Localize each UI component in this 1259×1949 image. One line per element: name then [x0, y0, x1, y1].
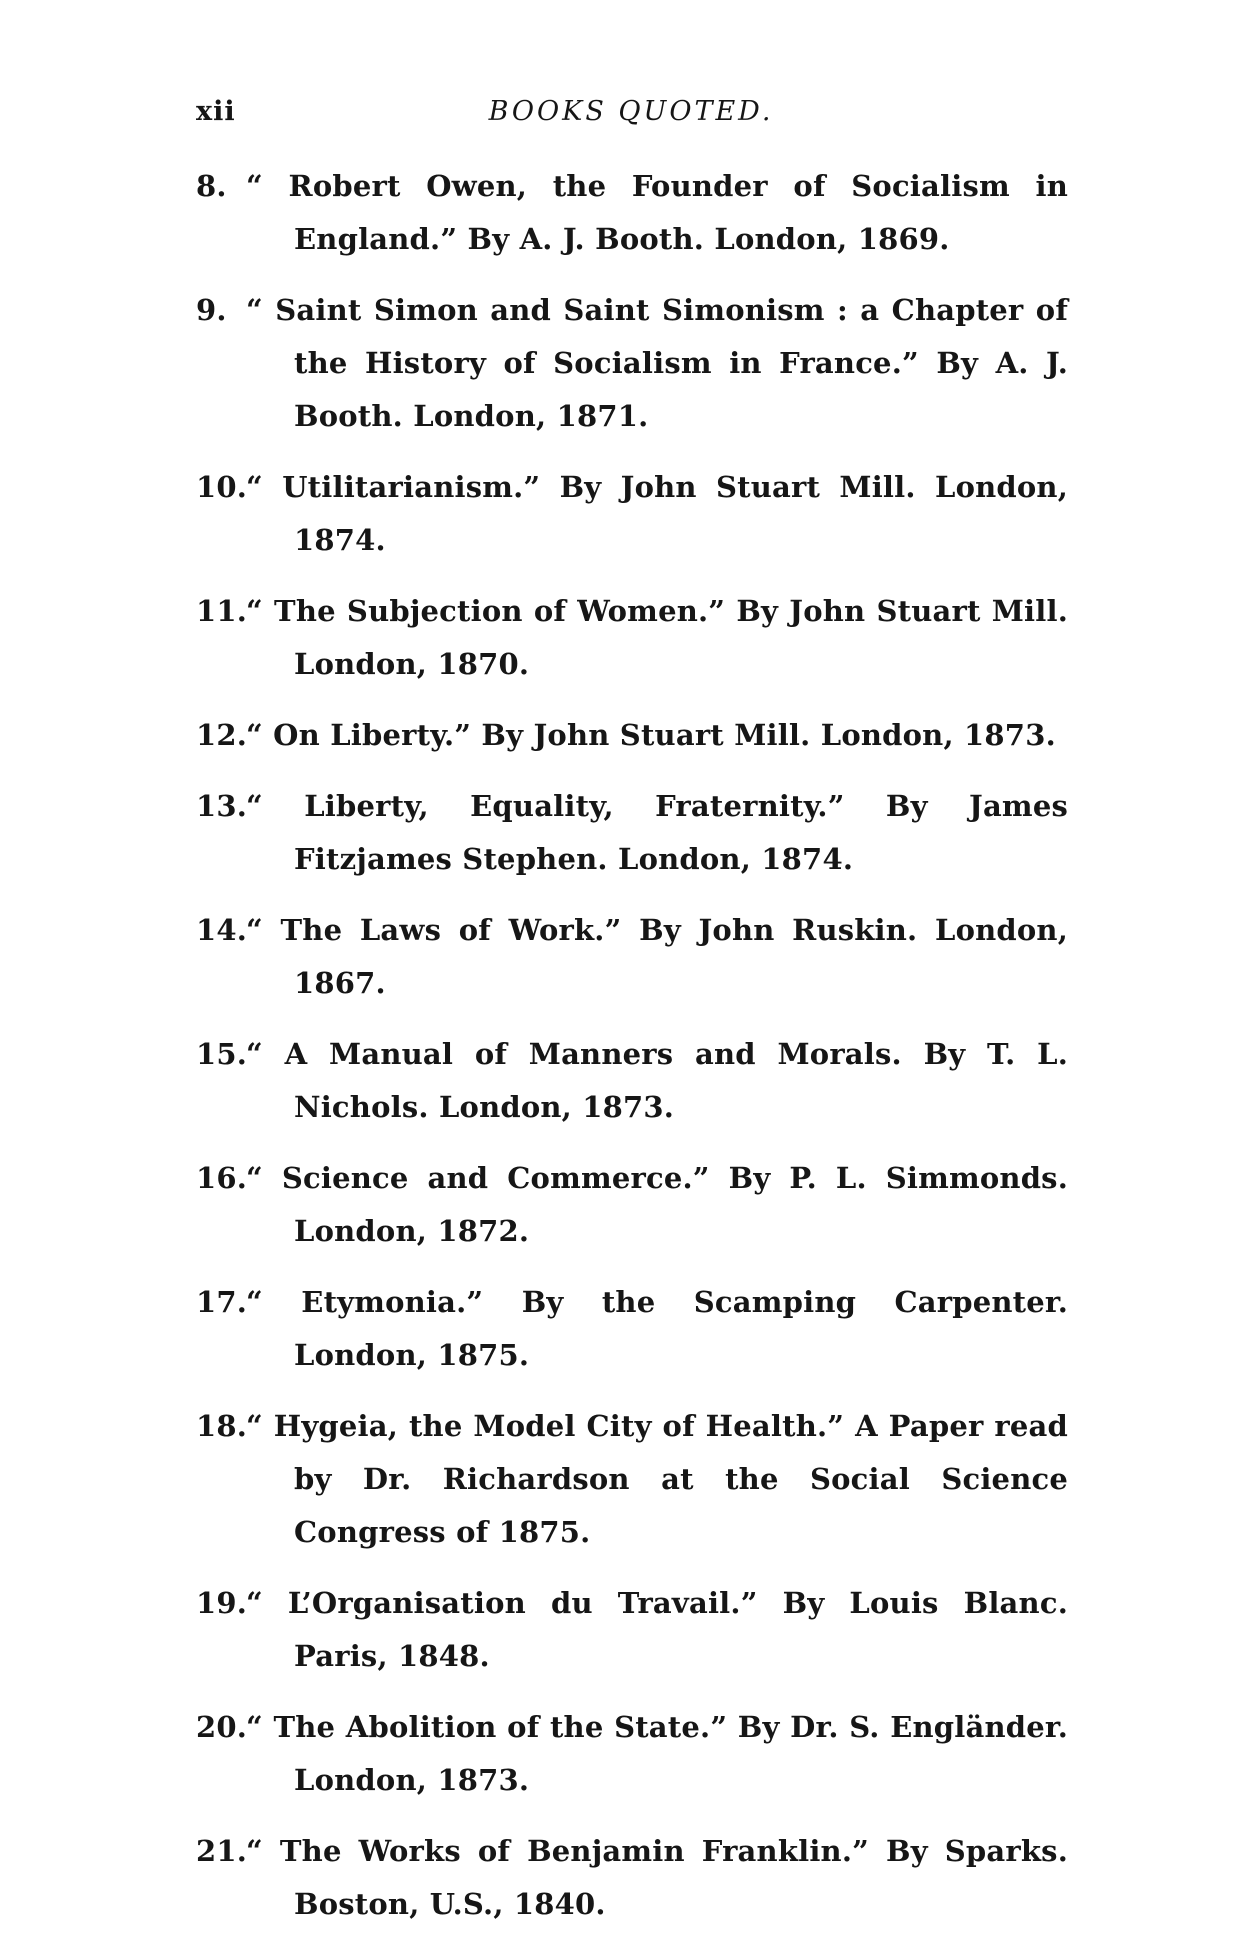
entry-number: 11.: [196, 594, 248, 628]
entry-text: “ The Laws of Work.” By John Ruskin. London, 1867.: [246, 913, 1068, 1000]
bibliography-entry: [196, 1152, 1068, 1258]
entry-text: “ Hygeia, the Model City of Health.” A Paper read by Dr. Richardson at the Social Science Congress of 1875.: [246, 1409, 1068, 1549]
entry-text: “ L’Organisation du Travail.” By Louis Blanc. Paris, 1848.: [246, 1586, 1068, 1673]
bibliography-entry: [196, 1825, 1068, 1931]
entry-number: 13.: [196, 789, 248, 823]
entry-number: 10.: [196, 470, 248, 504]
bibliography-entry: [196, 1276, 1068, 1382]
bibliography-entry: [196, 585, 1068, 691]
entry-text: “ Utilitarianism.” By John Stuart Mill. London, 1874.: [246, 470, 1068, 557]
entry-text: “ The Abolition of the State.” By Dr. S. Engländer. London, 1873.: [246, 1710, 1068, 1797]
entry-text: “ Etymonia.” By the Scamping Carpenter. London, 1875.: [246, 1285, 1068, 1372]
bibliography-entry: [196, 284, 1068, 443]
bibliography-entry: [196, 461, 1068, 567]
entry-number: 14.: [196, 913, 248, 947]
bibliography-entry: [196, 904, 1068, 1010]
bibliography-entry: [196, 1028, 1068, 1134]
entry-number: 17.: [196, 1285, 248, 1319]
page-header: [196, 96, 1066, 136]
bibliography-list: [196, 160, 1068, 1949]
entry-number: 9.: [196, 293, 227, 327]
entry-text: “ The Subjection of Women.” By John Stuart Mill. London, 1870.: [246, 594, 1068, 681]
bibliography-entry: [196, 780, 1068, 886]
running-head: BOOKS QUOTED.: [488, 96, 774, 127]
entry-number: 12.: [196, 718, 248, 752]
entry-number: 19.: [196, 1586, 248, 1620]
entry-number: 21.: [196, 1834, 248, 1868]
entry-text: “ Science and Commerce.” By P. L. Simmonds. London, 1872.: [246, 1161, 1068, 1248]
bibliography-entry: [196, 160, 1068, 266]
entry-text: “ A Manual of Manners and Morals. By T. L. Nichols. London, 1873.: [246, 1037, 1068, 1124]
entry-number: 8.: [196, 169, 227, 203]
entry-number: 15.: [196, 1037, 248, 1071]
bibliography-entry: [196, 1701, 1068, 1807]
entry-text: “ The Works of Benjamin Franklin.” By Sparks. Boston, U.S., 1840.: [246, 1834, 1068, 1921]
entry-number: 20.: [196, 1710, 248, 1744]
entry-text: “ Robert Owen, the Founder of Socialism in England.” By A. J. Booth. London, 1869.: [246, 169, 1068, 256]
entry-text: “ On Liberty.” By John Stuart Mill. London, 1873.: [246, 718, 1056, 752]
entry-number: 18.: [196, 1409, 248, 1443]
entry-text: “ Liberty, Equality, Fraternity.” By James Fitzjames Stephen. London, 1874.: [246, 789, 1068, 876]
bibliography-entry: [196, 1577, 1068, 1683]
page-number: xii: [196, 96, 236, 127]
bibliography-entry: [196, 709, 1068, 762]
entry-number: 16.: [196, 1161, 248, 1195]
bibliography-entry: [196, 1400, 1068, 1559]
entry-text: “ Saint Simon and Saint Simonism : a Chapter of the History of Socialism in France.” By A. J. Booth. London, 1871.: [246, 293, 1068, 433]
